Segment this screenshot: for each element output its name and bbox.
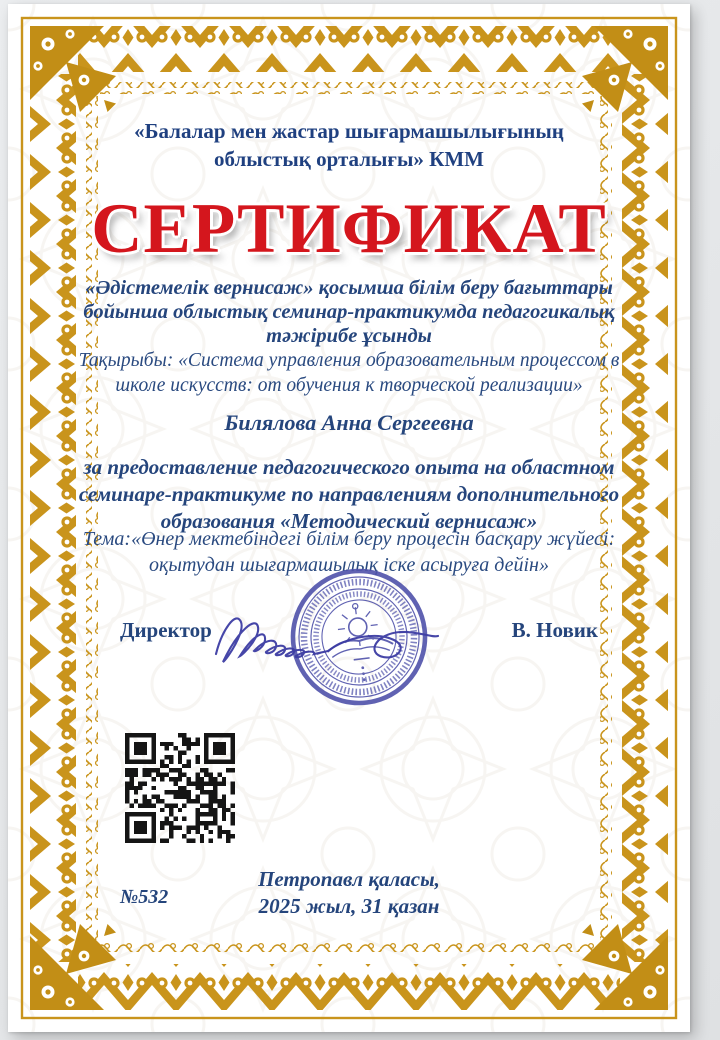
qr-code-icon [125,733,235,843]
organization-name [68,118,630,173]
organization-name-line2: облыстық орталығы» КММ [214,146,484,171]
issue-place-date [68,866,630,920]
issue-place-line1: Петропавл қаласы, [258,867,440,891]
issue-place-line2: 2025 жыл, 31 қазан [258,894,440,918]
organization-name-line1: «Балалар мен жастар шығармашылығының [134,119,564,143]
director-label: Директор [120,618,212,642]
award-text: «Әдістемелік вернисаж» қосымша білім беру бағыттары бойынша облыстық семинар-практикумда педагогикалық тәжірибе ұсынды [83,277,615,347]
certificate-number: №532 [120,886,169,908]
director-name: В. Новик [511,618,598,642]
signature-icon [208,596,458,680]
topic-text: Тақырыбы: «Система управления образовательным процессом в школе искусств: от обучения к творческой реализации» [78,350,620,396]
theme-text: Тема:«Өнер мектебіндегі білім беру процесін басқару жүйесі: оқытудан шығармашылық іске асыруға дейін» [82,528,616,576]
reason-text: за предоставление педагогического опыта на областном семинаре-практикуме по направлениям дополнительного образования «Методический вернисаж» [78,455,620,533]
certificate-title: СЕРТИФИКАТ [91,190,607,268]
recipient-name: Билялова Анна Сергеевна [224,410,474,435]
certificate-paper [8,4,690,1032]
